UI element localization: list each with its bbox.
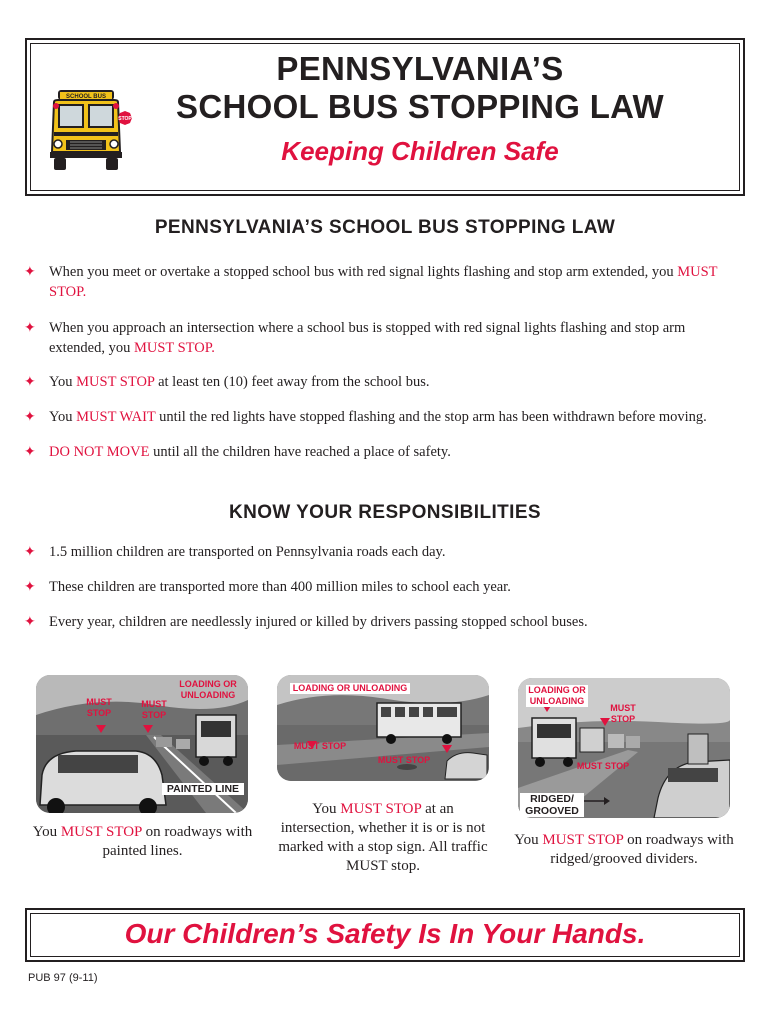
photo1-painted-line-label: PAINTED LINE [162,783,244,795]
caption-intersection: You MUST STOP at an intersection, whether it is or is not marked with a stop sign. All traffic MUST stop. [278,801,488,874]
photo2-loading-label: LOADING OR UNLOADING [290,683,410,694]
bus-stop-sign-text: STOP [118,116,132,122]
caption-painted-lines: You MUST STOP on roadways with painted lines. [32,824,253,859]
page-title [130,50,710,126]
arrow-right-icon [584,796,610,806]
law-bullet: ✦ DO NOT MOVE until all the children have reached a place of safety. [24,442,734,462]
star-bullet-icon: ✦ [24,265,36,280]
star-bullet-icon: ✦ [24,445,36,460]
law-bullet: ✦ You MUST WAIT until the red lights have stopped flashing and the stop arm has been withdrawn before moving. [24,407,734,427]
photo1-must-stop-label-1: MUST STOP [86,697,112,718]
law-bullet: ✦ When you approach an intersection where a school bus is stopped with red signal lights flashing and stop arm extended, you MUST STOP. [24,320,686,356]
responsibility-bullet: ✦ Every year, children are needlessly injured or killed by drivers passing stopped school buses. [24,612,734,632]
photo2-must-stop-label-1: MUST STOP [293,741,347,751]
responsibility-bullet: ✦ These children are transported more than 400 million miles to school each year. [24,577,734,597]
caption-ridged-grooved: You MUST STOP on roadways with ridged/grooved dividers. [514,832,734,867]
star-bullet-icon: ✦ [24,580,36,595]
star-bullet-icon: ✦ [24,410,36,425]
photo1-must-stop-label-2: MUST STOP [141,699,167,720]
photo3-must-stop-label-1: MUST STOP [610,703,636,724]
photo3-loading-label: LOADING OR UNLOADING [526,685,588,707]
page-subtitle: Keeping Children Safe [281,136,559,166]
photo1-loading-label: LOADING OR UNLOADING [179,679,237,700]
star-bullet-icon: ✦ [24,545,36,560]
photo3-ridged-label: RIDGED/ GROOVED [520,793,584,817]
law-bullet: ✦ You MUST STOP at least ten (10) feet away from the school bus. [24,372,734,392]
slogan: Our Children’s Safety Is In Your Hands. [124,918,646,949]
law-section-heading: PENNSYLVANIA’S SCHOOL BUS STOPPING LAW [154,217,616,238]
responsibility-bullet: ✦ 1.5 million children are transported on Pennsylvania roads each day. [24,542,734,562]
responsibilities-heading: KNOW YOUR RESPONSIBILITIES [229,502,541,523]
photo3-must-stop-label-2: MUST STOP [576,761,630,771]
title-line-1: PENNSYLVANIA’S [276,50,564,87]
title-line-2: SCHOOL BUS STOPPING LAW [176,88,664,125]
star-bullet-icon: ✦ [24,375,36,390]
photo2-must-stop-label-2: MUST STOP [377,755,431,765]
law-bullet: ✦ When you meet or overtake a stopped school bus with red signal lights flashing and stop arm extended, you MUST STOP. [24,264,718,300]
star-bullet-icon: ✦ [24,321,36,336]
bus-sign-text: SCHOOL BUS [66,94,106,100]
star-bullet-icon: ✦ [24,615,36,630]
publication-number: PUB 97 (9-11) [28,972,98,984]
school-bus-icon [40,82,132,174]
